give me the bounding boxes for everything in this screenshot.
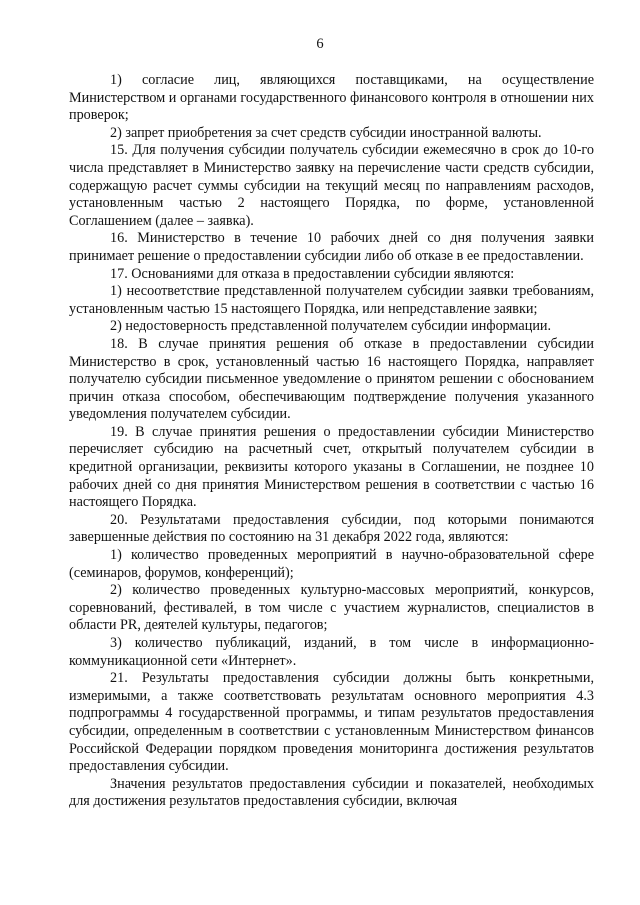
paragraph: 20. Результатами предоставления субсидии, под которыми понимаются завершенные действия по состоянию на 31 декабря 2022 года, являются: (69, 511, 594, 546)
paragraph: 16. Министерство в течение 10 рабочих дней со дня получения заявки принимает решение о предоставлении субсидии либо об отказе в ее предоставлении. (69, 230, 594, 264)
paragraph: 3) количество публикаций, изданий, в том числе в информационно-коммуникационной сети «Интернет». (69, 635, 594, 669)
paragraph: 2) количество проведенных культурно-массовых мероприятий, конкурсов, соревнований, фестивалей, в том числе с участием журналистов, специалистов в области PR, деятелей культуры, педагогов; (69, 582, 594, 634)
paragraph: Значения результатов предоставления субсидии и показателей, необходимых для достижения результатов предоставления субсидии, включая (69, 775, 594, 810)
paragraph: 2) недостоверность представленной получателем субсидии информации. (110, 318, 552, 335)
paragraph: 18. В случае принятия решения об отказе в предоставлении субсидии Министерство в срок, установленный частью 16 настоящего Порядка, направляет получателю субсидии письменное уведомление о принятом решении с обоснованием причин отказа способом, обеспечивающим подтверждение получения указанного уведомления получателем субсидии. (69, 335, 594, 423)
paragraph: 2) запрет приобретения за счет средств субсидии иностранной валюты. (110, 124, 542, 141)
paragraph: 17. Основаниями для отказа в предоставлении субсидии являются: (110, 265, 515, 282)
paragraph: 1) несоответствие представленной получателем субсидии заявки требованиям, установленным частью 15 настоящего Порядка, или непредставление заявки; (69, 283, 594, 317)
page-number: 6 (316, 36, 324, 52)
paragraph: 15. Для получения субсидии получатель субсидии ежемесячно в срок до 10-го числа представляет в Министерство заявку на перечисление части средств субсидии, содержащую расчет суммы субсидии на текущий месяц по направлениям расходов, установленным частью 2 настоящего Порядка, по форме, установленной Соглашением (далее – заявка). (69, 142, 594, 229)
document-body (69, 72, 594, 811)
paragraph: 21. Результаты предоставления субсидии должны быть конкретными, измеримыми, а также соответствовать результатам основного мероприятия 4.3 подпрограммы 4 государственной программы, и типам результатов предоставления субсидии, определенным в соответствии с установленным Министерством финансов Российской Федерации порядком проведения мониторинга достижения результатов предоставления субсидии. (69, 670, 594, 775)
paragraph: 1) согласие лиц, являющихся поставщиками, на осуществление Министерством и органами государственного финансового контроля в отношении них проверок; (69, 72, 594, 124)
paragraph: 19. В случае принятия решения о предоставлении субсидии Министерство перечисляет субсидию на расчетный счет, открытый получателем субсидии в кредитной организации, реквизиты которого указаны в Соглашении, не позднее 10 рабочих дней со дня принятия Министерством решения в соответствии с частью 16 настоящего Порядка. (69, 423, 594, 511)
paragraph: 1) количество проведенных мероприятий в научно-образовательной сфере (семинаров, форумов, конференций); (69, 547, 594, 581)
